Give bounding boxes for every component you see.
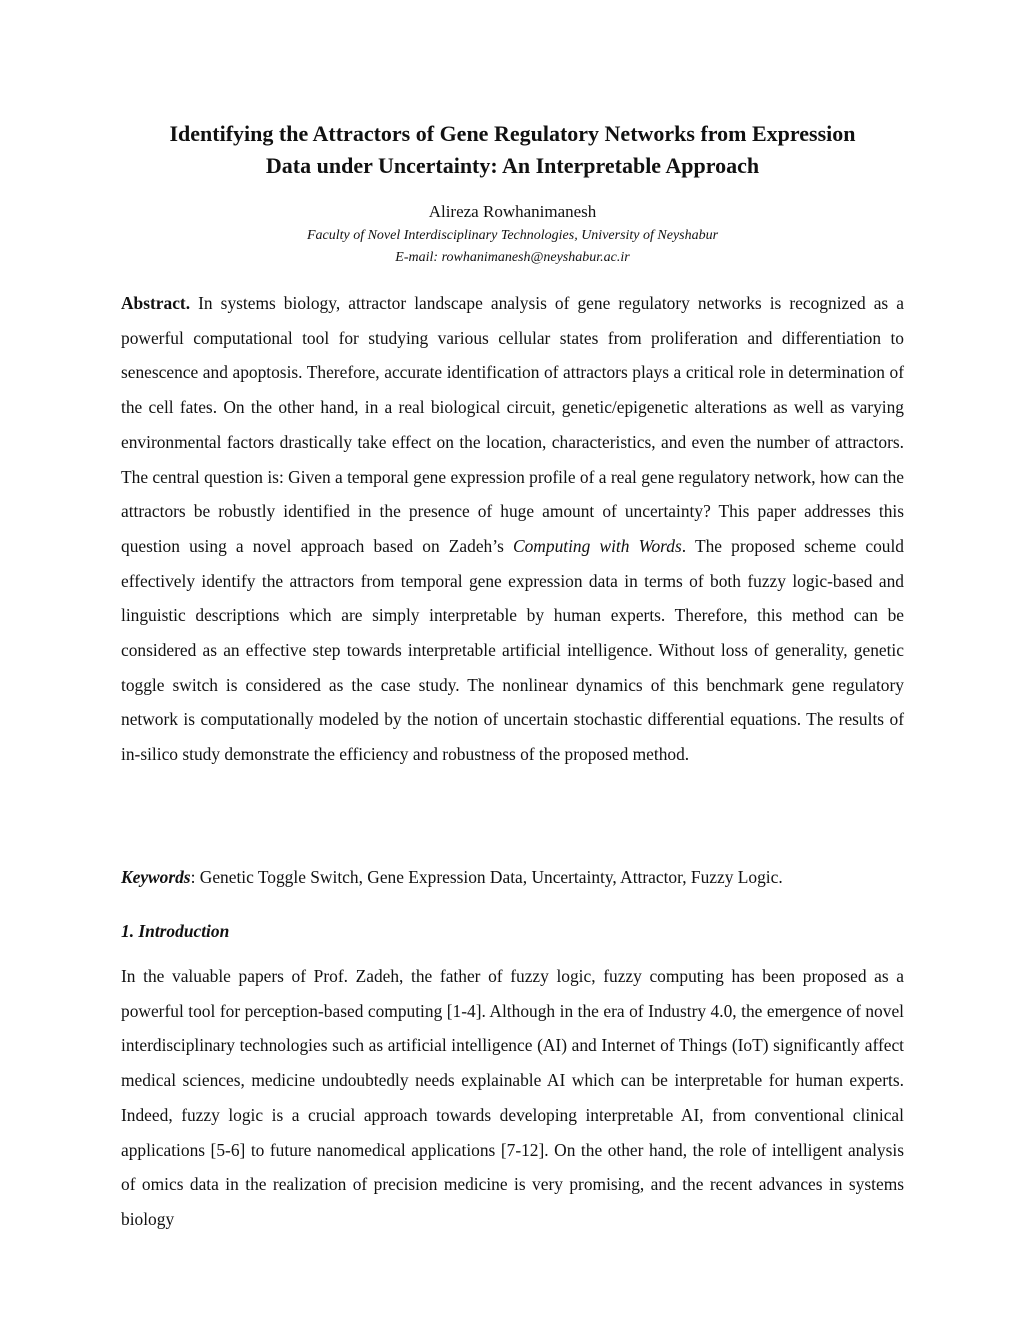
- paper-title-line-2: Data under Uncertainty: An Interpretable Approach: [265, 153, 760, 178]
- author-email: E-mail: rowhanimanesh@neyshabur.ac.ir: [395, 250, 630, 265]
- keywords-text: : Genetic Toggle Switch, Gene Expression Data, Uncertainty, Attractor, Fuzzy Logic.: [190, 867, 783, 887]
- keywords-paragraph: [121, 860, 904, 895]
- keywords-label: Keywords: [121, 867, 191, 887]
- introduction-paragraph: In the valuable papers of Prof. Zadeh, the father of fuzzy logic, fuzzy computing has been proposed as a powerful tool for perception-based computing [1-4]. Although in the era of Industry 4.0, the emergence of novel interdisciplinary technologies such as artificial intelligence (AI) and Internet of Things (IoT) significantly affect medical sciences, medicine undoubtedly needs explainable AI which can be interpretable for human experts. Indeed, fuzzy logic is a crucial approach towards developing interpretable AI, from conventional clinical applications [5-6] to future nanomedical applications [7-12]. On the other hand, the role of intelligent analysis of omics data in the realization of precision medicine is very promising, and the recent advances in systems biology: [121, 966, 904, 1229]
- abstract-text-part-1: In systems biology, attractor landscape analysis of gene regulatory networks is recognized as a powerful computational tool for studying various cellular states from proliferation and differentiation to senescence and apoptosis. Therefore, accurate identification of attractors plays a critical role in determination of the cell fates. On the other hand, in a real biological circuit, genetic/epigenetic alterations as well as varying environmental factors drastically take effect on the location, characteristics, and even the number of attractors. The central question is: Given a temporal gene expression profile of a real gene regulatory network, how can the attractors be robustly identified in the presence of huge amount of uncertainty? This paper addresses this question using a novel approach based on Zadeh’s: [121, 293, 904, 556]
- paper-title-line-1: Identifying the Attractors of Gene Regulatory Networks from Expression: [169, 121, 856, 146]
- paper-title: [121, 118, 904, 182]
- author-name: Alireza Rowhanimanesh: [428, 202, 597, 221]
- author-affiliation: Faculty of Novel Interdisciplinary Technologies, University of Neyshabur: [306, 228, 719, 243]
- abstract-label: Abstract.: [121, 293, 191, 313]
- abstract-paragraph: [121, 286, 904, 772]
- abstract-emphasis: Computing with Words: [513, 535, 682, 556]
- abstract-text-part-2: . The proposed scheme could effectively identify the attractors from temporal gene expression data in terms of both fuzzy logic-based and linguistic descriptions which are simply interpretable by human experts. Therefore, this method can be considered as an effective step towards interpretable artificial intelligence. Without loss of generality, genetic toggle switch is considered as the case study. The nonlinear dynamics of this benchmark gene regulatory network is computationally modeled by the notion of uncertain stochastic differential equations. The results of in-silico study demonstrate the efficiency and robustness of the proposed method.: [121, 535, 905, 765]
- section-heading-introduction: 1. Introduction: [121, 921, 230, 941]
